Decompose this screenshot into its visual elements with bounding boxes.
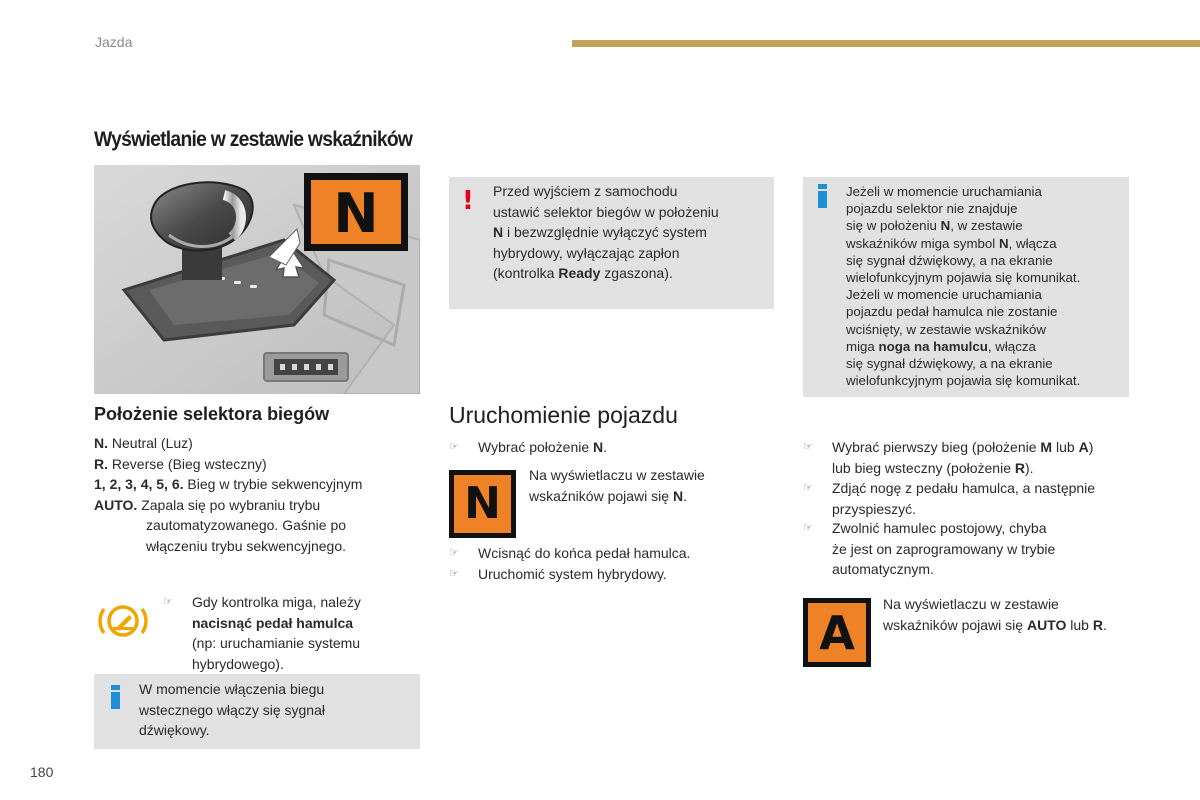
- step-press-brake: ☞ Wcisnąć do końca pedał hamulca.: [449, 543, 690, 564]
- header-accent-bar: [572, 40, 1200, 47]
- section-label: Jazda: [95, 34, 133, 50]
- bullet-icon: ☞: [449, 547, 459, 559]
- start-section-heading: Uruchomienie pojazdu: [449, 402, 678, 428]
- selector-positions-legend: [94, 433, 424, 556]
- legend-row-auto-cont-2: włączeniu trybu sekwencyjnego.: [146, 537, 346, 554]
- photo-display-letter: N: [333, 182, 379, 245]
- legend-row-r: R. Reverse (Bieg wsteczny): [94, 455, 267, 472]
- bullet-icon: ☞: [803, 482, 813, 494]
- step-select-gear: ☞ Wybrać pierwszy bieg (położenie M lub A) lub bieg wsteczny (położenie R).: [803, 437, 1133, 478]
- step-release-parking-brake: ☞ Zwolnić hamulec postojowy, chyba że jest on zaprogramowany w trybie automatycznym.: [803, 518, 1143, 580]
- legend-row-auto-cont-1: zautomatyzowanego. Gaśnie po: [146, 517, 347, 533]
- step-select-n: ☞ Wybrać położenie N.: [449, 437, 607, 458]
- info-icon: [818, 184, 828, 208]
- bullet-icon: ☞: [449, 568, 459, 580]
- brake-warning-text: ☞ Gdy kontrolka miga, należy nacisnąć pedał hamulca (np: uruchamianie systemu hybrydowego).: [163, 594, 361, 672]
- step-start-system: ☞ Uruchomić system hybrydowy.: [449, 564, 667, 585]
- bullet-icon: ☞: [803, 522, 813, 534]
- a-display-symbol: A: [803, 598, 871, 667]
- bullet-icon: ☞: [449, 441, 459, 453]
- bullet-icon: ☞: [163, 596, 173, 608]
- gear-selector-photo: [94, 165, 420, 394]
- gear-selector-illustration: [94, 165, 420, 394]
- bullet-icon: ☞: [803, 441, 813, 453]
- legend-row-sequential: 1, 2, 3, 4, 5, 6. Bieg w trybie sekwencyjnym: [94, 476, 363, 492]
- info-icon: [111, 685, 121, 709]
- n-display-symbol: N: [449, 470, 516, 538]
- a-display-caption: Na wyświetlaczu w zestawie wskaźników pojawi się AUTO lub R.: [883, 596, 1107, 633]
- legend-row-n: N. Neutral (Luz): [94, 435, 193, 451]
- exit-warning-text: Przed wyjściem z samochodu ustawić selektor biegów w położeniu N i bezwzględnie wyłączyć system hybrydowy, wyłączając zapłon (kontrolka Ready zgaszona).: [493, 183, 719, 281]
- exclamation-warning-icon: !: [462, 186, 474, 216]
- brake-pedal-warning-icon: [98, 603, 148, 639]
- n-display-caption: Na wyświetlaczu w zestawie wskaźników pojawi się N.: [529, 467, 705, 504]
- page-number: 180: [30, 764, 54, 780]
- page-title: Wyświetlanie w zestawie wskaźników: [94, 128, 413, 151]
- reverse-info-text: W momencie włączenia biegu wstecznego włączy się sygnał dźwiękowy.: [139, 681, 325, 738]
- selector-positions-heading: Położenie selektora biegów: [94, 404, 330, 424]
- legend-row-auto: AUTO. Zapala się po wybraniu trybu: [94, 496, 321, 513]
- start-info-text: Jeżeli w momencie uruchamiania pojazdu selektor nie znajduje się w położeniu N, w zestawie wskaźników miga symbol N, włącza się sygnał dźwiękowy, a na ekranie wielofunkcyjnym pojawia się komunikat. Jeżeli w momencie uruchamiania pojazdu pedał hamulca nie zostanie wciśnięty, w zestawie wskaźników miga noga na hamulcu, włącza się sygnał dźwiękowy, a na ekranie wielofunkcyjnym pojawia się komunikat.: [846, 184, 1081, 389]
- step-release-brake: ☞ Zdjąć nogę z pedału hamulca, a następnie przyspieszyć.: [803, 478, 1143, 519]
